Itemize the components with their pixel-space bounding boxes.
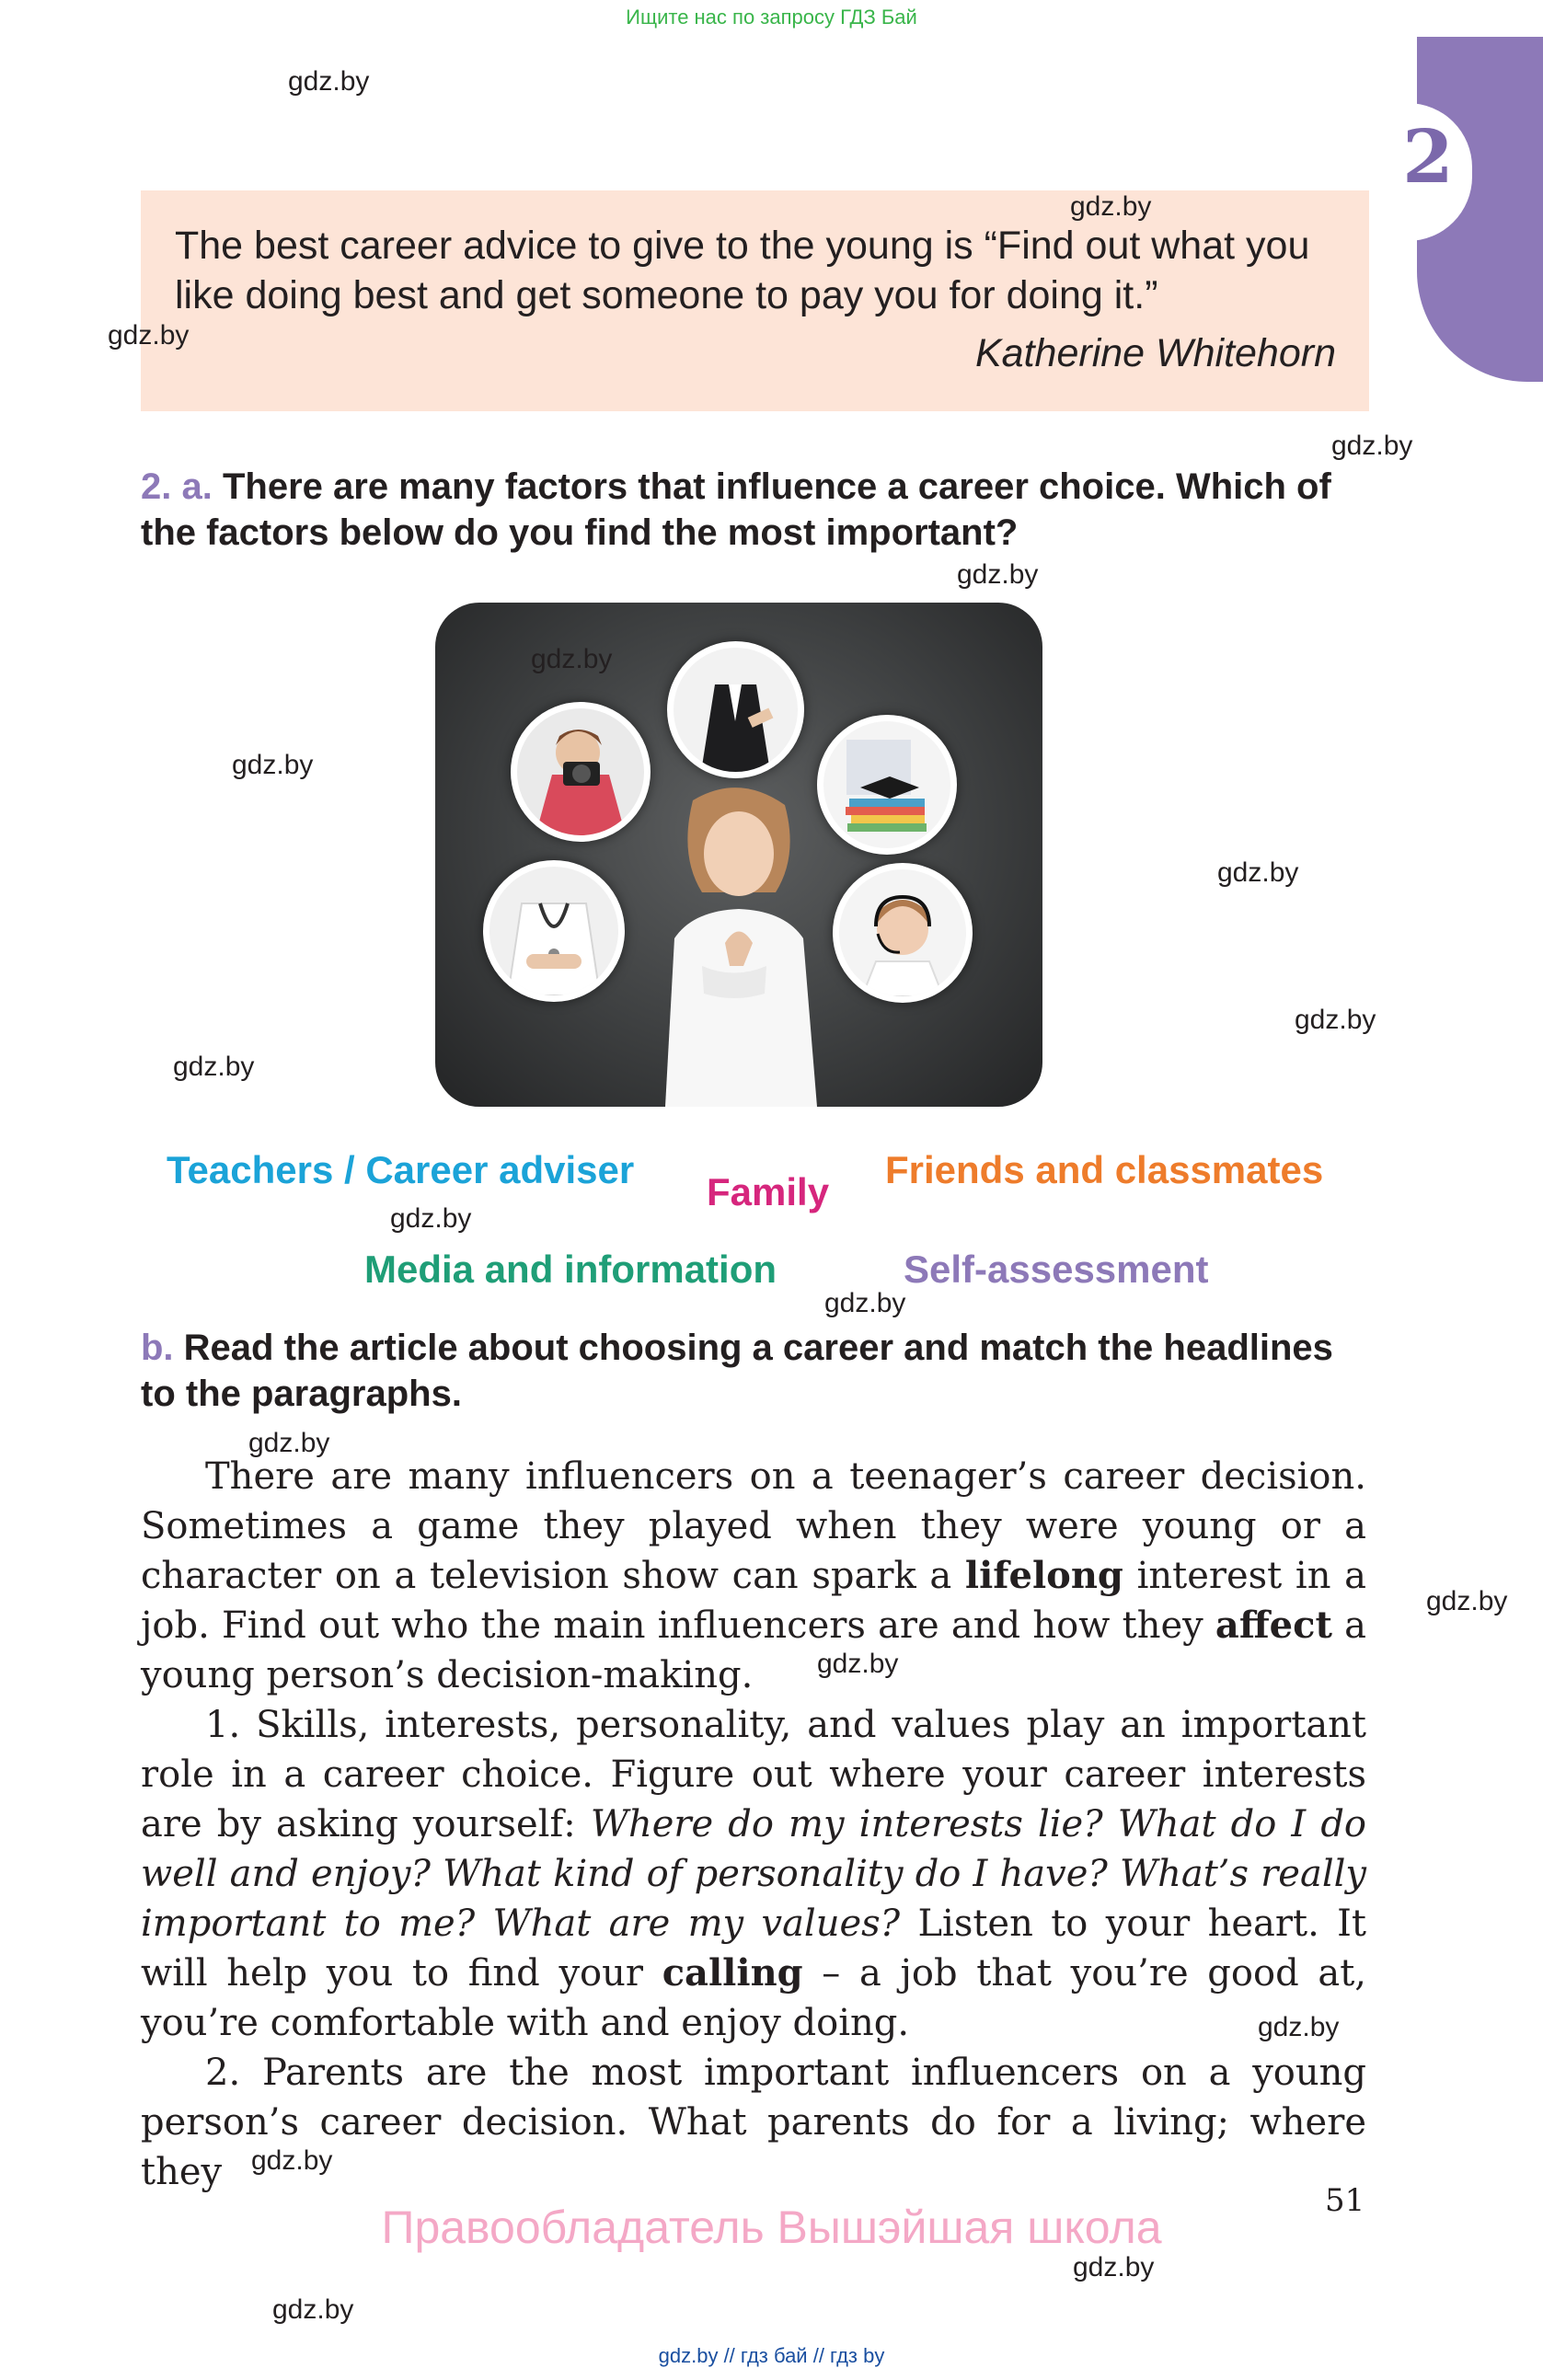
p1-text-end: – a job that you’re good at, you’re comfortable with and enjoy doing. [141, 1952, 1366, 2044]
businessperson-icon [667, 641, 804, 778]
task-2a-text: There are many factors that influence a career choice. Which of the factors below do you find the most important? [141, 466, 1331, 553]
watermark: gdz.by [1295, 1005, 1376, 1035]
top-search-banner[interactable]: Ищите нас по запросу ГДЗ Бай [626, 6, 917, 29]
thinking-girl-figure [638, 782, 840, 1107]
watermark: gdz.by [108, 320, 190, 351]
article-paragraph-2: 2. Parents are the most important influencers on a young person’s career decision. What parents do for a living; where they [141, 2052, 1366, 2193]
task-2b [141, 1325, 1369, 1417]
watermark: gdz.by [1426, 1586, 1508, 1616]
bottom-site-links[interactable]: gdz.by // гдз бай // гдз by [658, 2344, 885, 2367]
p1-text-start: 1. Skills, interests, personality, and values play an important role in a career choice. Figure out where your career interests are by asking yourself: [141, 1704, 1366, 1845]
watermark: gdz.by [1258, 2012, 1340, 2042]
watermark: gdz.by [1073, 2252, 1155, 2282]
p1-questions: Where do my interests lie? What do I do well and enjoy? What kind of personality do I have? What’s really important to me? What are my values? [141, 1803, 1367, 1945]
watermark: gdz.by [1331, 431, 1413, 461]
p1-text-mid: Listen to your heart. It will help you to find your [141, 1903, 1367, 1995]
factor-self-assessment: Self-assessment [904, 1247, 1209, 1291]
task-2a-number: 2. a. [141, 466, 213, 507]
article-intro-text-1: There are many influencers on a teenager’s career decision. Sometimes a game they played when they were young or a character on a television show can spark a [141, 1455, 1366, 1597]
watermark: gdz.by [824, 1288, 906, 1318]
call-center-operator-icon [833, 863, 973, 1003]
copyright-notice: Правообладатель Вышэйшая школа [381, 2202, 1162, 2253]
factor-teachers-career-adviser: Teachers / Career adviser [167, 1148, 635, 1191]
watermark: gdz.by [173, 1052, 255, 1082]
article-paragraph-1 [141, 1700, 1366, 2048]
watermark: gdz.by [288, 66, 370, 97]
quote-text: The best career advice to give to the young is “Find out what you like doing best and get someone to pay you for doing it.” [175, 224, 1310, 317]
task-2b-number: b. [141, 1328, 174, 1368]
factor-family: Family [707, 1170, 830, 1213]
article-intro-text-2: interest in a job. Find out who the main influencers are and how they [141, 1555, 1367, 1647]
watermark: gdz.by [251, 2145, 333, 2176]
watermark: gdz.by [1217, 857, 1299, 888]
task-2a [141, 464, 1369, 556]
article-intro-paragraph [141, 1452, 1366, 1700]
watermark: gdz.by [1070, 191, 1152, 222]
factor-media-information: Media and information [364, 1247, 777, 1291]
task-2b-text: Read the article about choosing a career and match the headlines to the paragraphs. [141, 1328, 1333, 1414]
vocab-lifelong: lifelong [964, 1554, 1123, 1597]
factor-friends-classmates: Friends and classmates [885, 1148, 1324, 1191]
watermark: gdz.by [390, 1203, 472, 1234]
vocab-calling: calling [662, 1951, 803, 1995]
watermark: gdz.by [957, 559, 1039, 590]
photographer-icon [511, 702, 651, 842]
chapter-number: 2 [1402, 113, 1454, 200]
career-factors-photo [435, 603, 1042, 1107]
watermark: gdz.by [272, 2294, 354, 2325]
vocab-affect: affect [1215, 1604, 1332, 1647]
watermark: gdz.by [248, 1428, 330, 1458]
page-number: 51 [1325, 2182, 1365, 2219]
doctor-icon [483, 860, 625, 1002]
quote-author: Katherine Whitehorn [975, 331, 1336, 375]
article-intro-text-3: a young person’s decision-making. [141, 1604, 1366, 1696]
article-text [141, 1452, 1366, 2197]
watermark: gdz.by [817, 1649, 899, 1679]
watermark: gdz.by [531, 644, 613, 674]
watermark: gdz.by [232, 750, 314, 780]
